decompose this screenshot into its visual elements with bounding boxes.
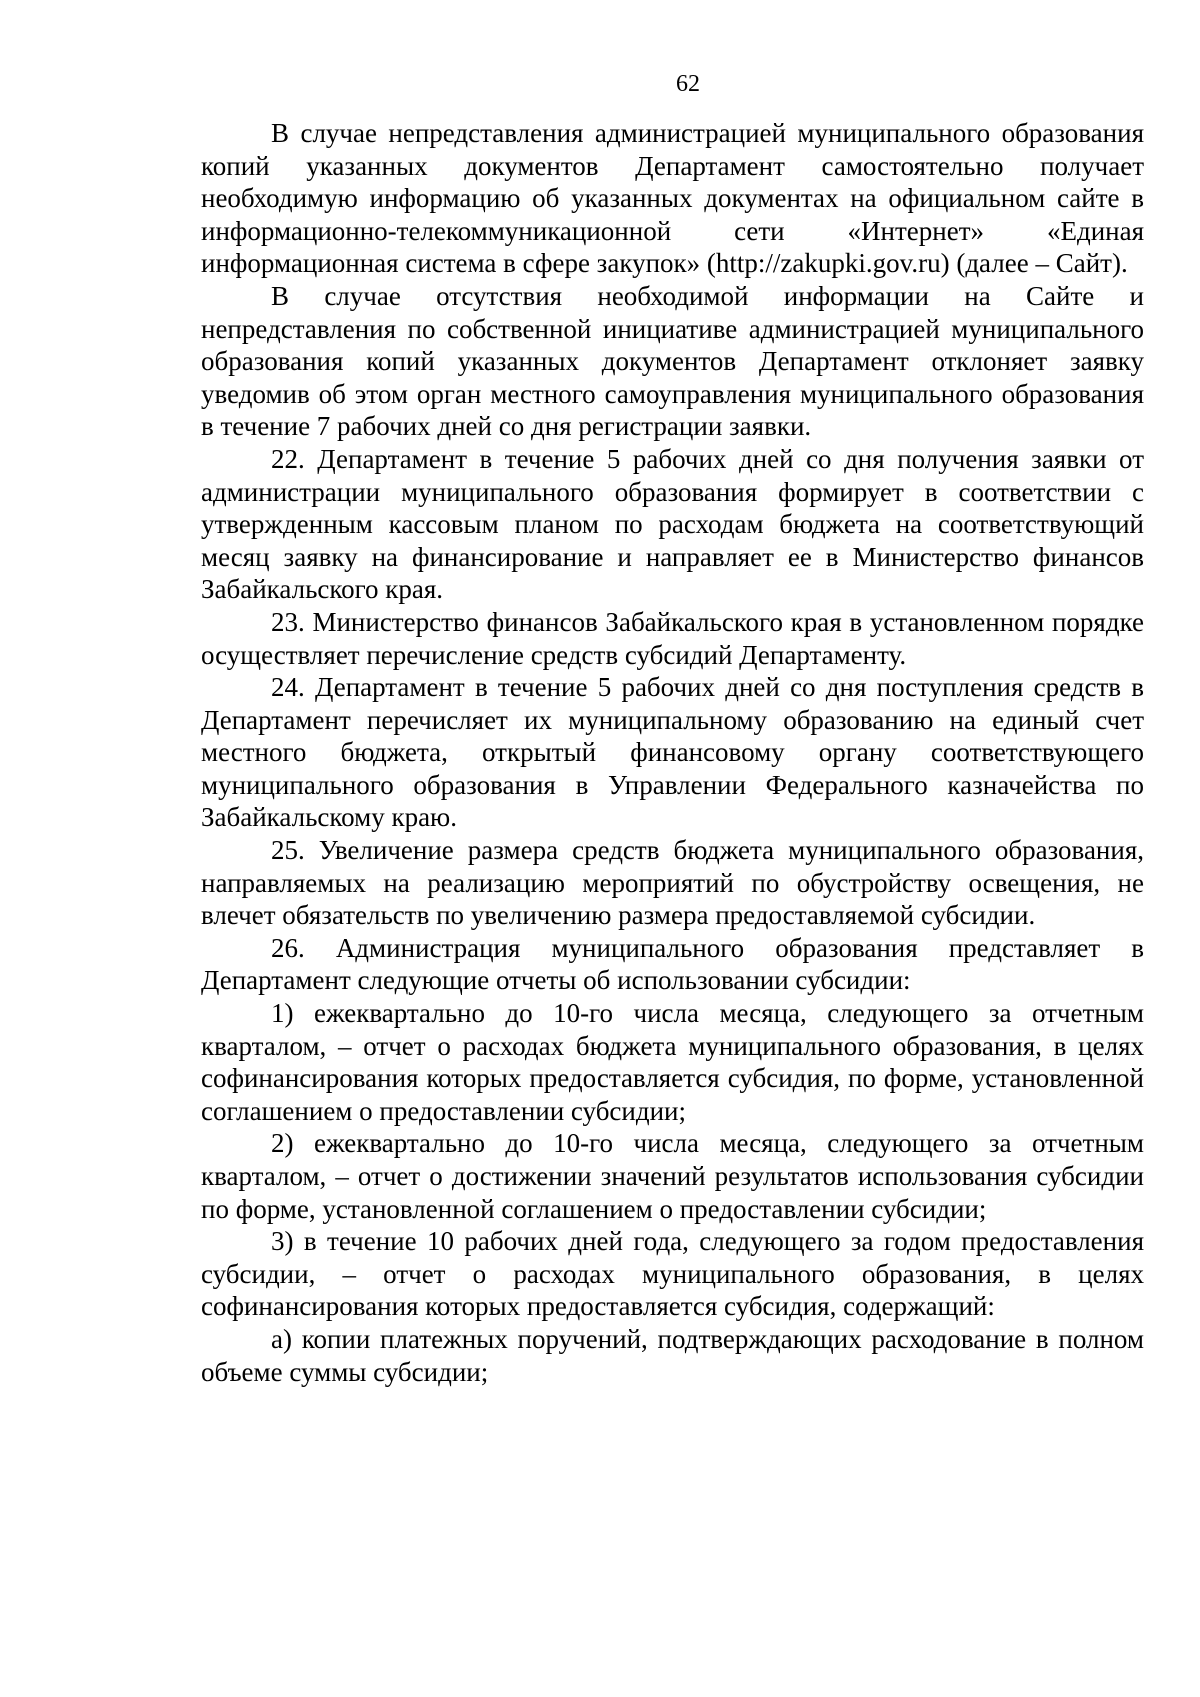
page-number: 62 (676, 71, 700, 97)
document-body (201, 117, 1144, 1388)
paragraph-22: 22. Департамент в течение 5 рабочих дней со дня получения заявки от администрации муниципального образования формирует в соответствии с утвержденным кассовым планом по расходам бюджета на соответствующий месяц заявку на финансирование и направляет ее в Министерство финансов Забайкальского края. (201, 443, 1144, 605)
paragraph-site-request: В случае непредставления администрацией муниципального образования копий указанных документов Департамент самостоятельно получает необходимую информацию об указанных документах на официальном сайте в информационно-телекоммуникационной сети «Интернет» «Единая информационная система в сфере закупок» (http://zakupki.gov.ru) (далее – Сайт). (201, 118, 1144, 279)
list-item-2: 2) ежеквартально до 10-го числа месяца, следующего за отчетным кварталом, – отчет о достижении значений результатов использования субсидии по форме, установленной соглашением о предоставлении субсидии; (201, 1128, 1144, 1224)
paragraph-24: 24. Департамент в течение 5 рабочих дней со дня поступления средств в Департамент перечисляет их муниципальному образованию на единый счет местного бюджета, открытый финансовому органу соответствующего муниципального образования в Управлении Федерального казначейства по Забайкальскому краю. (201, 672, 1144, 833)
list-item-3: 3) в течение 10 рабочих дней года, следующего за годом предоставления субсидии, – отчет о расходах муниципального образования, в целях софинансирования которых предоставляется субсидия, содержащий: (201, 1226, 1144, 1322)
paragraph-26: 26. Администрация муниципального образования представляет в Департамент следующие отчеты об использовании субсидии: (201, 932, 1144, 996)
paragraph-23: 23. Министерство финансов Забайкальского края в установленном порядке осуществляет перечисление средств субсидий Департаменту. (201, 606, 1144, 670)
paragraph-25: 25. Увеличение размера средств бюджета муниципального образования, направляемых на реализацию мероприятий по обустройству освещения, не влечет обязательств по увеличению размера предоставляемой субсидии. (201, 835, 1144, 931)
list-item-3a: а) копии платежных поручений, подтверждающих расходование в полном объеме суммы субсидии; (201, 1323, 1144, 1387)
list-item-1: 1) ежеквартально до 10-го числа месяца, следующего за отчетным кварталом, – отчет о расходах бюджета муниципального образования, в целях софинансирования которых предоставляется субсидия, по форме, установленной соглашением о предоставлении субсидии; (201, 998, 1144, 1126)
paragraph-site-absence: В случае отсутствия необходимой информации на Сайте и непредставления по собственной инициативе администрацией муниципального образования копий указанных документов Департамент отклоняет заявку уведомив об этом орган местного самоуправления муниципального образования в течение 7 рабочих дней со дня регистрации заявки. (201, 280, 1144, 442)
